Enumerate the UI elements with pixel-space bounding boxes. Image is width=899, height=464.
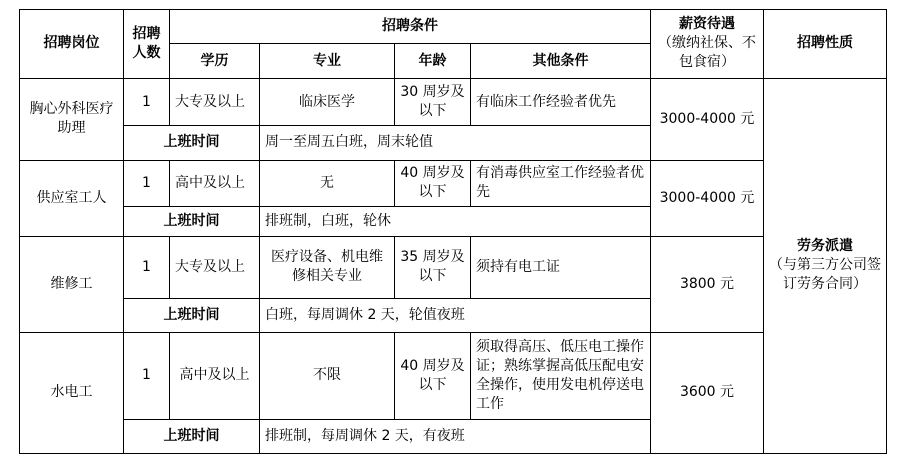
header-salary-title: 薪资待遇 xyxy=(679,16,735,33)
count-cell: 1 xyxy=(124,236,170,299)
salary-cell: 3800 元 xyxy=(651,236,764,332)
work-time-cell: 排班制，每周调休 2 天，有夜班 xyxy=(260,419,651,453)
table-row xyxy=(20,160,887,207)
table-row xyxy=(20,236,887,299)
recruitment-table xyxy=(19,9,887,454)
major-cell: 临床医学 xyxy=(260,78,395,126)
position-cell: 水电工 xyxy=(20,332,124,453)
header-education: 学历 xyxy=(170,44,260,78)
work-time-cell: 排班制，白班，轮休 xyxy=(260,207,651,236)
header-age: 年龄 xyxy=(395,44,471,78)
table-row xyxy=(20,332,887,419)
education-cell: 大专及以上 xyxy=(170,78,260,126)
work-time-cell: 白班，每周调休 2 天，轮值夜班 xyxy=(260,299,651,332)
work-time-label: 上班时间 xyxy=(124,419,260,453)
count-cell: 1 xyxy=(124,78,170,126)
major-cell: 无 xyxy=(260,160,395,207)
nature-title: 劳务派遣 xyxy=(797,238,853,255)
work-time-label: 上班时间 xyxy=(124,299,260,332)
count-cell: 1 xyxy=(124,332,170,419)
table-row xyxy=(20,78,887,126)
header-major: 专业 xyxy=(260,44,395,78)
other-cell: 须持有电工证 xyxy=(471,236,651,299)
header-count: 招聘人数 xyxy=(124,10,170,79)
nature-note: （与第三方公司签订劳务合同） xyxy=(769,257,881,293)
work-time-label: 上班时间 xyxy=(124,207,260,236)
position-cell: 胸心外科医疗助理 xyxy=(20,78,124,160)
work-time-label: 上班时间 xyxy=(124,126,260,160)
salary-cell: 3600 元 xyxy=(651,332,764,453)
header-salary xyxy=(651,10,764,79)
nature-cell xyxy=(764,78,887,453)
major-cell: 不限 xyxy=(260,332,395,419)
header-conditions: 招聘条件 xyxy=(170,10,651,44)
header-other: 其他条件 xyxy=(471,44,651,78)
position-cell: 维修工 xyxy=(20,236,124,332)
education-cell: 高中及以上 xyxy=(170,160,260,207)
salary-cell: 3000-4000 元 xyxy=(651,160,764,236)
header-salary-note: （缴纳社保、不包食宿） xyxy=(658,35,756,71)
major-cell: 医疗设备、机电维修相关专业 xyxy=(260,236,395,299)
other-cell: 须取得高压、低压电工操作证；熟练掌握高低压配电安全操作，使用发电机停送电工作 xyxy=(471,332,651,419)
other-cell: 有临床工作经验者优先 xyxy=(471,78,651,126)
count-cell: 1 xyxy=(124,160,170,207)
other-cell: 有消毒供应室工作经验者优先 xyxy=(471,160,651,207)
age-cell: 30 周岁及以下 xyxy=(395,78,471,126)
salary-cell: 3000-4000 元 xyxy=(651,78,764,160)
education-cell: 大专及以上 xyxy=(170,236,260,299)
education-cell: 高中及以上 xyxy=(170,332,260,419)
age-cell: 40 周岁及以下 xyxy=(395,332,471,419)
position-cell: 供应室工人 xyxy=(20,160,124,236)
age-cell: 40 周岁及以下 xyxy=(395,160,471,207)
header-nature: 招聘性质 xyxy=(764,10,887,79)
age-cell: 35 周岁及以下 xyxy=(395,236,471,299)
header-position: 招聘岗位 xyxy=(20,10,124,79)
work-time-cell: 周一至周五白班，周末轮值 xyxy=(260,126,651,160)
